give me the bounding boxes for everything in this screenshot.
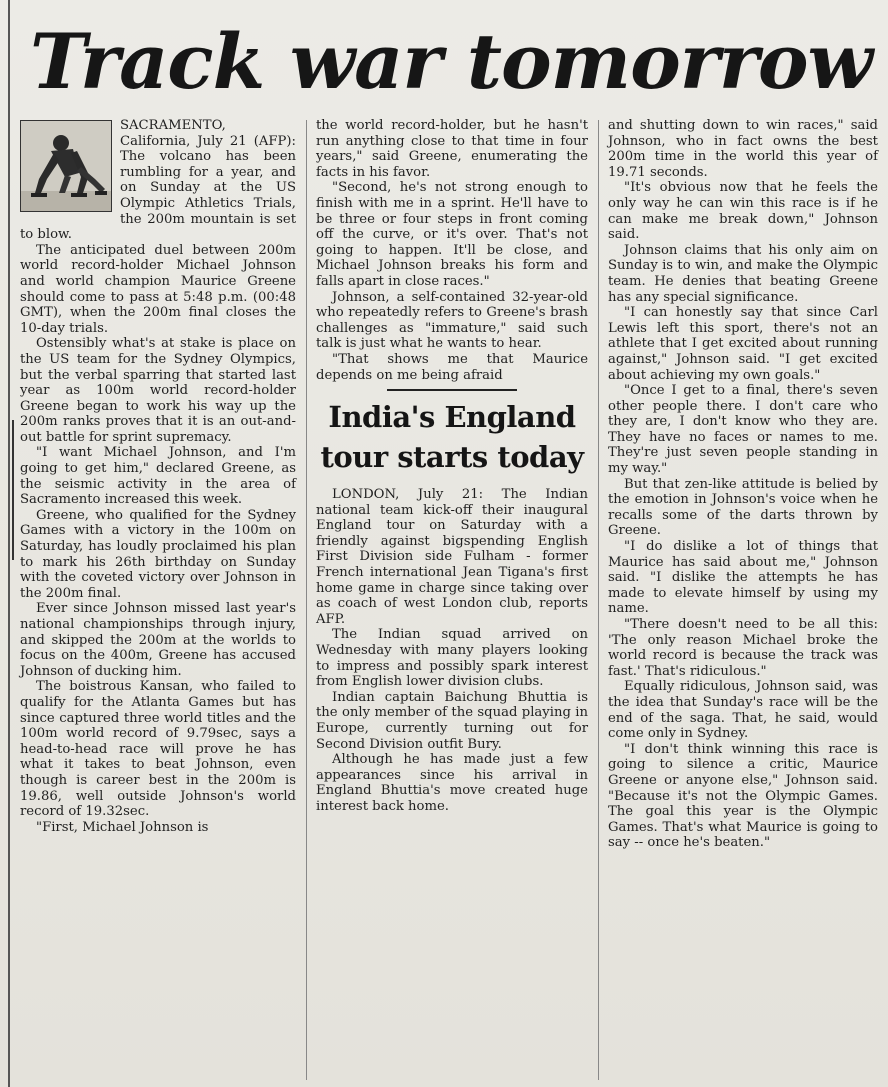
article-paragraph: Ostensibly what's at stake is place on the US team for the Sydney Olympics, but the verbal sparring that started last year as 100m world record-holder Greene began to work his way up the 200m ranks proves that it is an out-and-out battle for sprint supremacy.: [20, 336, 296, 445]
article-column-3: [608, 118, 878, 851]
article-paragraph: Greene, who qualified for the Sydney Games with a victory in the 100m on Saturday, has loudly proclaimed his plan to mark his 26th birthday on Sunday with the coveted victory over Johnson in the 200m final.: [20, 507, 296, 601]
article-paragraph: "I want Michael Johnson, and I'm going to get him," declared Greene, as the seismic activity in the area of Sacramento increased this week.: [20, 445, 296, 508]
article-paragraph: "I don't think winning this race is going to silence a critic, Maurice Greene or anyone else," Johnson said. "Because it's not the Olympic Games. The goal this year is the Olympic Games. That's what Maurice is going to say -- once he's beaten.": [608, 741, 878, 851]
sprinter-photo: [20, 120, 112, 212]
article-paragraph: The anticipated duel between 200m world record-holder Michael Johnson and world champion Maurice Greene should come to pass at 5:48 p.m. (00:48 GMT), when the 200m final closes the 10-day trials.: [20, 242, 296, 336]
article-paragraph: Ever since Johnson missed last year's national championships through injury, and skipped the 200m at the worlds to focus on the 400m, Greene has accused Johnson of ducking him.: [20, 601, 296, 679]
page-edge-rule: [8, 0, 10, 1087]
article-paragraph: "That shows me that Maurice depends on me being afraid: [316, 351, 588, 383]
article-paragraph: LONDON, July 21: The Indian national team kick-off their inaugural England tour on Saturday with a friendly against bigspending English First Division side Fulham - former French international Jean Tigana's first home game in charge since taking over as coach of west London club, reports AFP.: [316, 487, 588, 627]
article-paragraph: The Indian squad arrived on Wednesday with many players looking to impress and possibly spark interest from English lower division clubs.: [316, 627, 588, 690]
article-paragraph: and shutting down to win races," said Johnson, who in fact owns the best 200m time in the world this year of 19.71 seconds.: [608, 118, 878, 180]
article-paragraph: "Once I get to a final, there's seven other people there. I don't care who they are, I don't know who they are. They have no faces or names to me. They're just seven people standing in my way.": [608, 383, 878, 477]
article-column-1: [20, 118, 296, 835]
article-paragraph: Johnson claims that his only aim on Sunday is to win, and make the Olympic team. He denies that beating Greene has any special significance.: [608, 242, 878, 305]
article-paragraph: The boistrous Kansan, who failed to qualify for the Atlanta Games but has since captured three world titles and the 100m world record of 9.79sec, says a head-to-head race will prove he has what it takes to beat Johnson, even though is career best in the 200m is 19.86, well outside Johnson's world record of 19.32sec.: [20, 679, 296, 820]
headline: Track war tomorrow: [30, 17, 872, 106]
article-paragraph: "It's obvious now that he feels the only way he can win this race is if he can make me break down," Johnson said.: [608, 180, 878, 243]
article-paragraph: "There doesn't need to be all this: 'The only reason Michael broke the world record is because the track was fast.' That's ridiculous.": [608, 617, 878, 679]
subheadline: India's England tour starts today: [320, 400, 584, 475]
column-rule: [598, 120, 599, 1080]
article-paragraph: Johnson, a self-contained 32-year-old who repeatedly refers to Greene's brash challenges as "immature," said such talk is just what he wants to hear.: [316, 289, 588, 352]
article-column-2: [316, 118, 588, 815]
article-paragraph: But that zen-like attitude is belied by the emotion in Johnson's voice when he recalls some of the darts thrown by Greene.: [608, 476, 878, 539]
sprinter-icon: [21, 121, 111, 211]
story-divider: [387, 389, 517, 391]
article-paragraph: "I do dislike a lot of things that Maurice has said about me," Johnson said. "I dislike the attempts he has made to elevate himself by using my name.: [608, 539, 878, 617]
column-rule: [306, 120, 307, 1080]
article-paragraph: Indian captain Baichung Bhuttia is the only member of the squad playing in Europe, currently turning out for Second Division outfit Bury.: [316, 689, 588, 752]
article-paragraph: "I can honestly say that since Carl Lewis left this sport, there's not an athlete that I get excited about running against," Johnson said. "I get excited about achieving my own goals.": [608, 305, 878, 383]
article-paragraph: the world record-holder, but he hasn't run anything close to that time in four years," said Greene, enumerating the facts in his favor.: [316, 118, 588, 180]
article-paragraph: Equally ridiculous, Johnson said, was the idea that Sunday's race will be the end of the saga. That, he said, would come only in Sydney.: [608, 679, 878, 742]
article-paragraph: SACRAMENTO, California, July 21 (AFP): The volcano has been rumbling for a year, and on Sunday at the US Olympic Athletics Trials, the 200m mountain is set to blow.: [20, 118, 296, 243]
article-paragraph: Although he has made just a few appearances since his arrival in England Bhuttia's move created huge interest back home.: [316, 752, 588, 814]
article-paragraph: "Second, he's not strong enough to finish with me in a sprint. He'll have to be three or four steps in front coming off the curve, or it's over. That's not going to happen. It'll be close, and Michael Johnson breaks his form and falls apart in close races.": [316, 180, 588, 289]
page-edge-mark: [12, 420, 14, 560]
article-paragraph: "First, Michael Johnson is: [36, 819, 209, 835]
